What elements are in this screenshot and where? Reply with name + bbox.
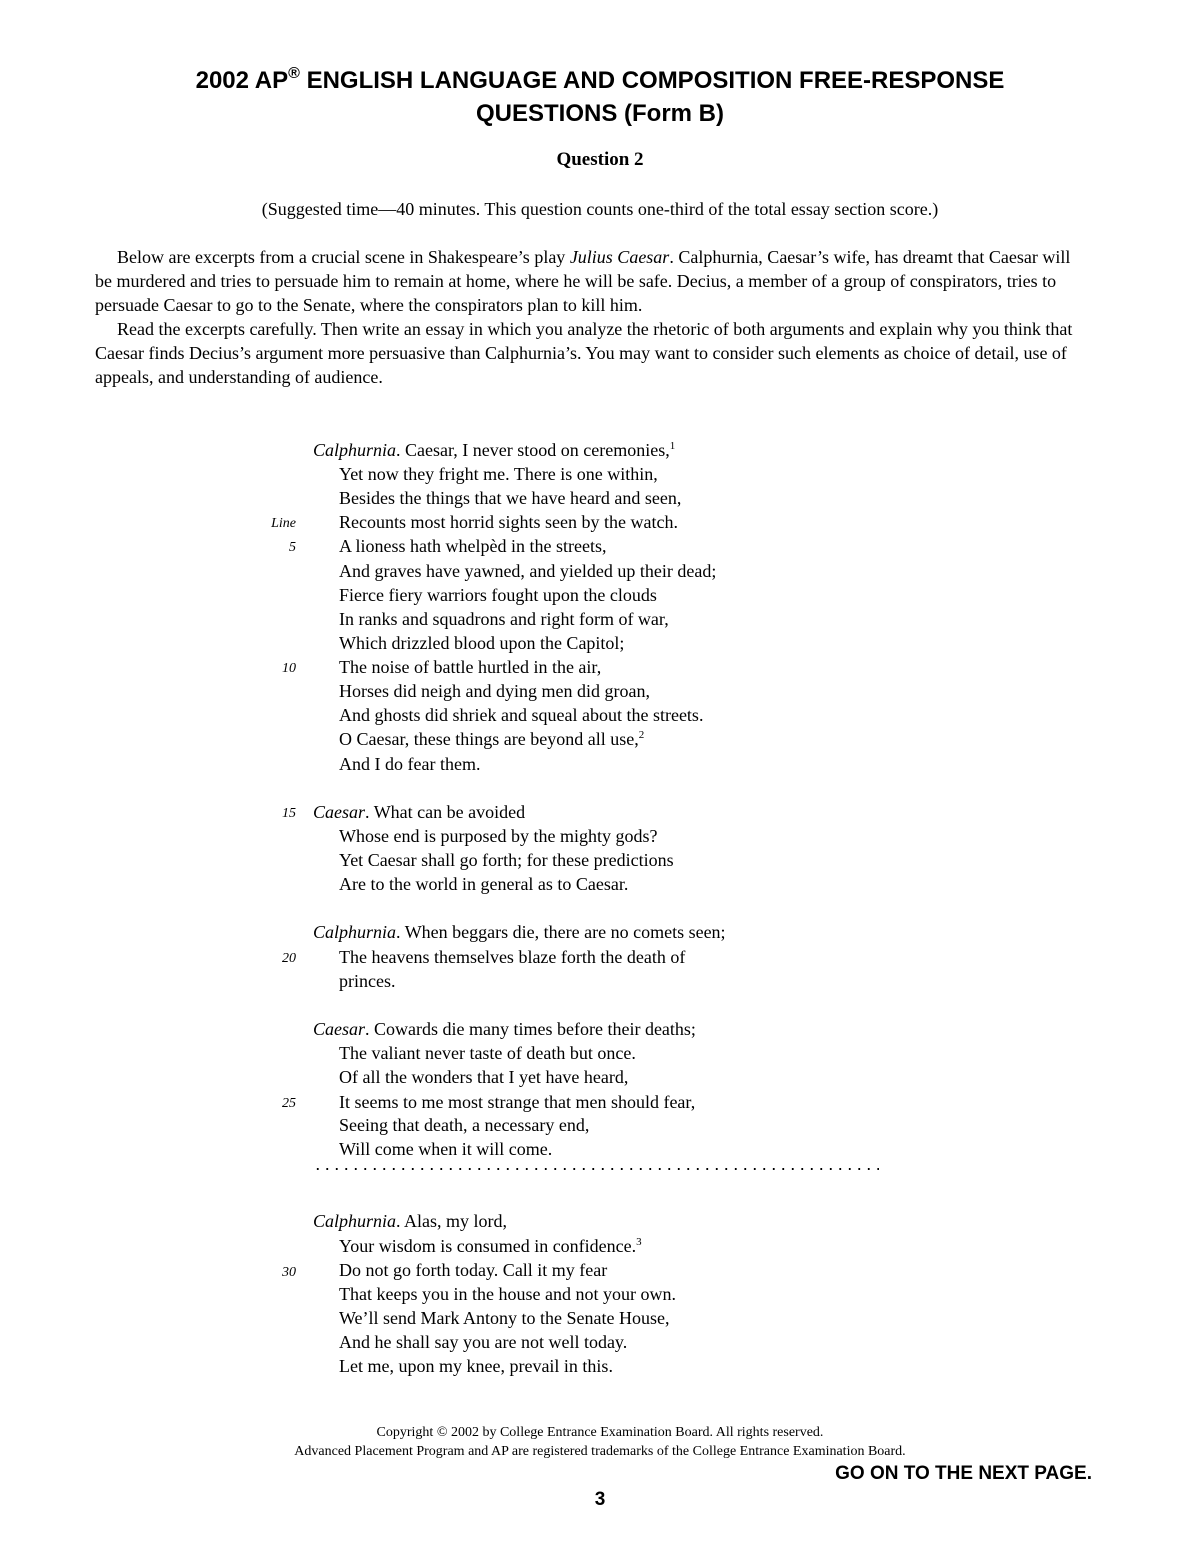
title-line-2: QUESTIONS (Form B) <box>475 100 724 127</box>
verse-line: It seems to me most strange that men should fear, <box>339 1092 696 1112</box>
verse-line: And I do fear them. <box>339 754 481 774</box>
verse-line: Will come when it will come. <box>339 1139 553 1159</box>
verse-line: Horses did neigh and dying men did groan, <box>339 681 650 701</box>
verse-line: The heavens themselves blaze forth the death of <box>339 947 686 967</box>
speaker-name: Calphurnia <box>313 922 397 942</box>
verse-line: Yet Caesar shall go forth; for these predictions <box>339 850 674 870</box>
page-number: 3 <box>594 1489 606 1510</box>
registered-mark: ® <box>288 65 300 82</box>
play-title: Julius Caesar <box>569 247 670 267</box>
verse-line: Calphurnia. Caesar, I never stood on ceremonies,$^1$ <box>313 440 676 460</box>
verse-line: O Caesar, these things are beyond all use,$^2$ <box>339 729 645 749</box>
intro-text <box>95 245 1085 389</box>
verse-line: Are to the world in general as to Caesar. <box>339 874 629 894</box>
line-number: 10 <box>282 661 296 676</box>
verse-line: Whose end is purposed by the mighty gods? <box>339 826 658 846</box>
footnote-mark: 2 <box>638 729 645 741</box>
footnote-mark: 3 <box>636 1236 642 1248</box>
line-number: 25 <box>282 1096 296 1111</box>
verse-line: And he shall say you are not well today. <box>339 1332 628 1352</box>
title-line-1: 2002 AP® ENGLISH LANGUAGE AND COMPOSITION FREE-RESPONSE <box>195 65 1005 94</box>
verse-line: In ranks and squadrons and right form of war, <box>339 609 669 629</box>
verse-line: Calphurnia. When beggars die, there are no comets seen; <box>313 922 726 942</box>
verse-line: We’ll send Mark Antony to the Senate House, <box>339 1308 670 1328</box>
question-heading: Question 2 <box>556 149 644 170</box>
verse-line: Recounts most horrid sights seen by the watch. <box>339 512 678 532</box>
line-label: Line <box>271 516 296 531</box>
verse-line: A lioness hath whelpèd in the streets, <box>339 536 607 556</box>
trademark-line: Advanced Placement Program and AP are registered trademarks of the College Entrance Examination Board. <box>294 1444 906 1459</box>
verse-line: Seeing that death, a necessary end, <box>339 1115 590 1135</box>
verse-line: The noise of battle hurtled in the air, <box>339 657 602 677</box>
verse-line: Caesar. Cowards die many times before their deaths; <box>313 1019 696 1039</box>
dotted-separator <box>313 1168 879 1170</box>
verse-line: And graves have yawned, and yielded up their dead; <box>339 561 717 581</box>
verse-line: Which drizzled blood upon the Capitol; <box>339 633 625 653</box>
line-number: 15 <box>282 806 296 821</box>
verse-line: The valiant never taste of death but once. <box>339 1043 636 1063</box>
footnote-mark: 1 <box>669 440 676 452</box>
verse-line: Calphurnia. Alas, my lord, <box>313 1211 508 1231</box>
line-number: 20 <box>282 951 296 966</box>
verse-line: Let me, upon my knee, prevail in this. <box>339 1356 613 1376</box>
verse-line: That keeps you in the house and not your own. <box>339 1284 676 1304</box>
intro-paragraph-1: Below are excerpts from a crucial scene in Shakespeare’s play Julius Caesar. Calphurnia, Caesar’s wife, has dreamt that Caesar will be murdered and tries to persuade him to remain at home, where he will be safe. Decius, a member of a group of conspirators, tries to persuade Caesar to go to the Senate, where the conspirators plan to kill him. <box>95 247 1071 315</box>
verse-line: Yet now they fright me. There is one within, <box>339 464 658 484</box>
verse-line: Your wisdom is consumed in confidence.$^3$ <box>339 1236 642 1256</box>
page-title <box>0 64 1200 130</box>
copyright-line: Copyright © 2002 by College Entrance Examination Board. All rights reserved. <box>376 1425 824 1440</box>
speaker-name: Calphurnia <box>313 1211 397 1231</box>
verse-line: princes. <box>339 971 396 991</box>
speaker-name: Caesar <box>313 1019 366 1039</box>
verse-line: Do not go forth today. Call it my fear <box>339 1260 608 1280</box>
verse-line: And ghosts did shriek and squeal about the streets. <box>339 705 704 725</box>
suggested-time: (Suggested time—40 minutes. This question counts one-third of the total essay section score.) <box>261 199 939 219</box>
intro-paragraph-2: Read the excerpts carefully. Then write an essay in which you analyze the rhetoric of both arguments and explain why you think that Caesar finds Decius’s argument more persuasive than Calphurnia’s. You may want to consider such elements as choice of detail, use of appeals, and understanding of audience. <box>95 319 1073 387</box>
verse-line: Fierce fiery warriors fought upon the clouds <box>339 585 657 605</box>
speaker-name: Caesar <box>313 802 366 822</box>
line-number: 5 <box>289 540 296 555</box>
verse-line: Besides the things that we have heard and seen, <box>339 488 682 508</box>
verse-line: Caesar. What can be avoided <box>313 802 526 822</box>
line-number: 30 <box>282 1265 296 1280</box>
go-on-next-page: GO ON TO THE NEXT PAGE. <box>835 1463 1092 1484</box>
verse-line: Of all the wonders that I yet have heard, <box>339 1067 629 1087</box>
copyright-notice <box>0 1423 1200 1461</box>
speaker-name: Calphurnia <box>313 440 397 460</box>
